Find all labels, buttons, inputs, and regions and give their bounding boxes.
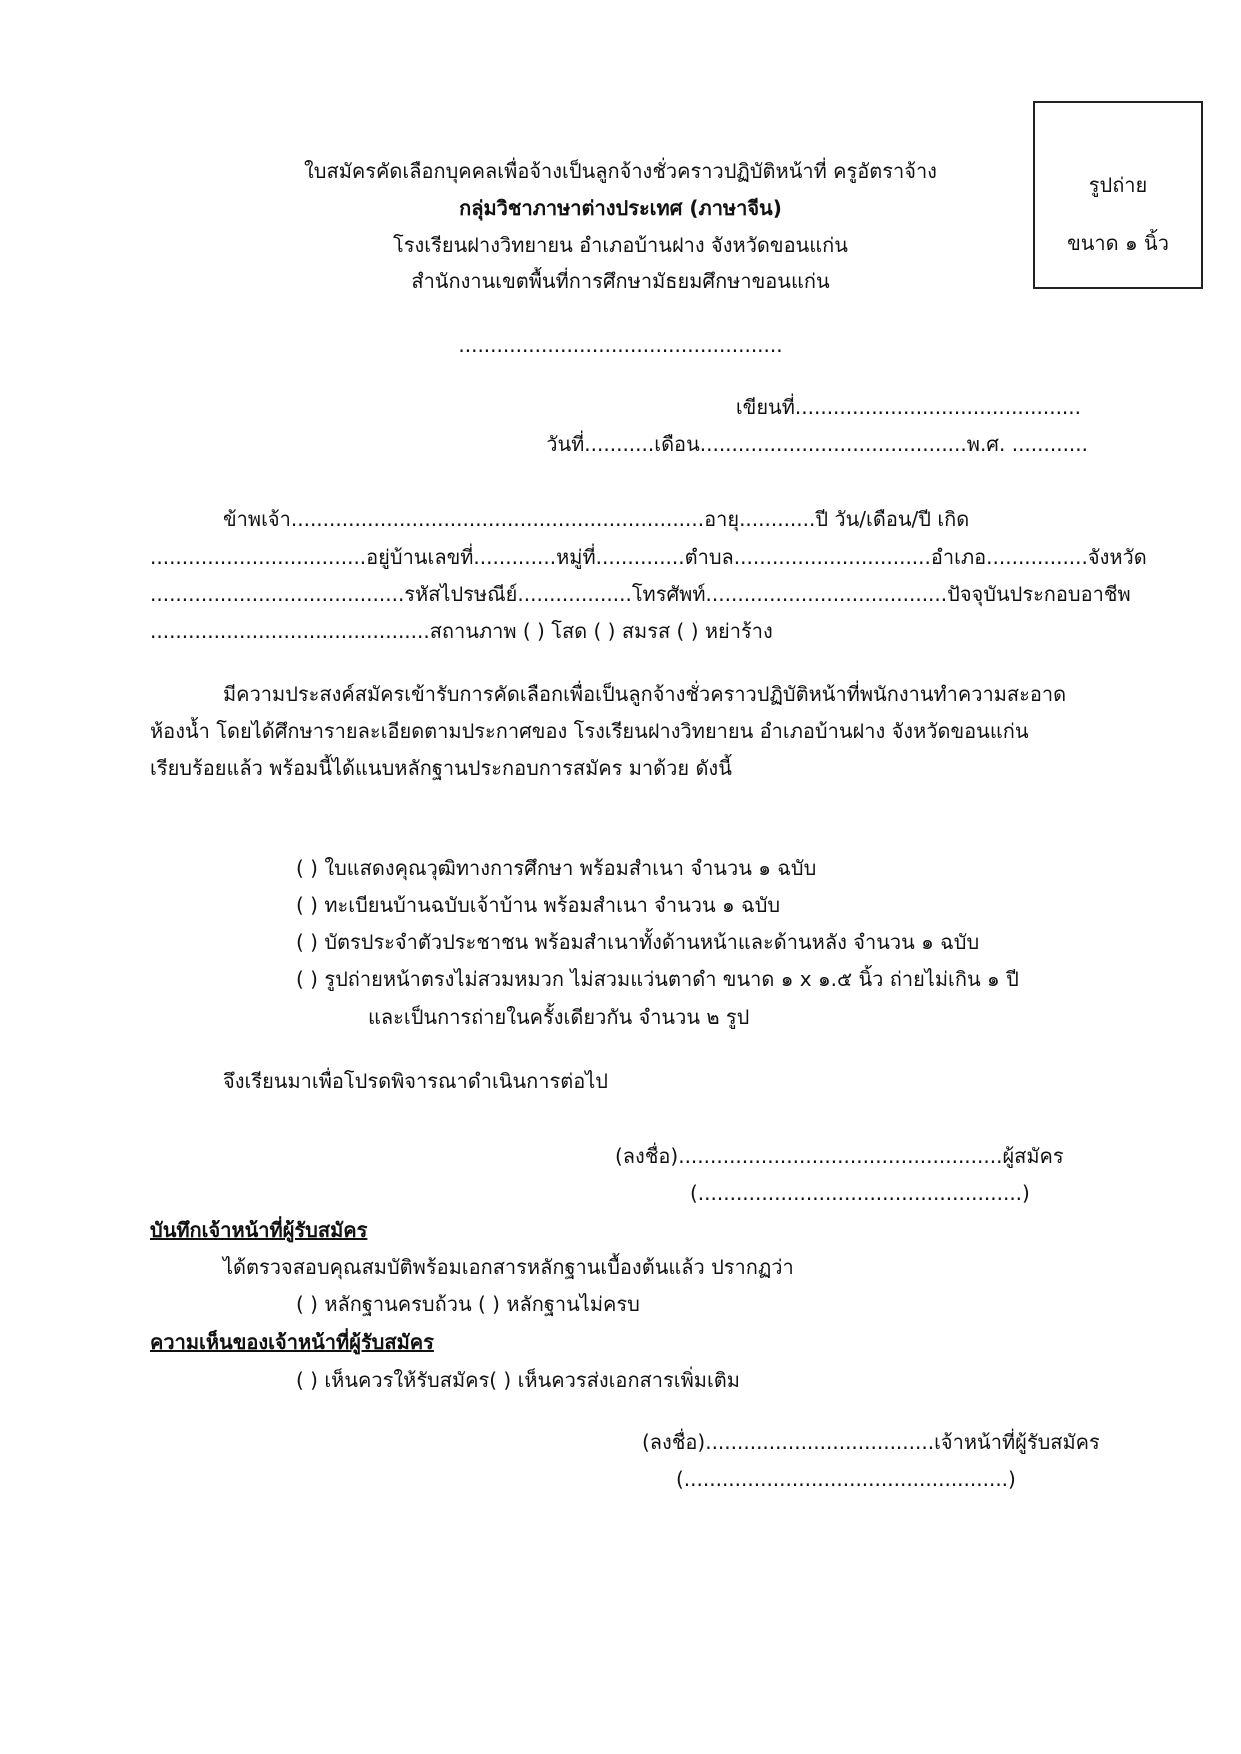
written-at-field: เขียนที่............................................. xyxy=(735,395,1081,419)
officer-record-text: ได้ตรวจสอบคุณสมบัติพร้อมเอกสารหลักฐานเบื้องต้นแล้ว ปรากฏว่า xyxy=(223,1255,794,1279)
intent-line-2: ห้องน้ำ โดยได้ศึกษารายละเอียดตามประกาศของ โรงเรียนฝางวิทยายน อำเภอบ้านฝาง จังหวัดขอนแก่น xyxy=(150,719,1029,743)
school-line: โรงเรียนฝางวิทยายน อำเภอบ้านฝาง จังหวัดขอนแก่น xyxy=(393,233,848,257)
office-line: สำนักงานเขตพื้นที่การศึกษามัธยมศึกษาขอนแก่น xyxy=(411,269,830,293)
intent-line-1: มีความประสงค์สมัครเข้ารับการคัดเลือกเพื่อเป็นลูกจ้างชั่วคราวปฏิบัติหน้าที่พนักงานทำความสะอาด xyxy=(223,682,1067,706)
document-item: ( ) บัตรประจำตัวประชาชน พร้อมสำเนาทั้งด้านหน้าและด้านหลัง จำนวน ๑ ฉบับ xyxy=(296,930,980,954)
intent-line-3: เรียบร้อยแล้ว พร้อมนี้ได้แนบหลักฐานประกอบการสมัคร มาด้วย ดังนี้ xyxy=(150,756,732,780)
applicant-line-4: ............................................สถานภาพ ( ) โสด ( ) สมรส ( ) หย่าร้าง xyxy=(150,619,773,643)
applicant-name-field: (...................................................) xyxy=(690,1181,1030,1205)
officer-opinion-heading: ความเห็นของเจ้าหน้าที่ผู้รับสมัคร xyxy=(150,1330,434,1354)
photo-label: รูปถ่าย xyxy=(1088,173,1148,197)
document-item: ( ) ทะเบียนบ้านฉบับเจ้าบ้าน พร้อมสำเนา จำนวน ๑ ฉบับ xyxy=(296,893,781,917)
opinion-options: ( ) เห็นควรให้รับสมัคร( ) เห็นควรส่งเอกสารเพิ่มเติม xyxy=(296,1368,740,1392)
date-field: วันที่...........เดือน..........................................พ.ศ. ............ xyxy=(546,432,1088,456)
applicant-line-2: ..................................อยู่บ้านเลขที่.............หมู่ที่..............ตำบล...............................อำเภอ................จังหวัด xyxy=(150,545,1147,569)
evidence-options: ( ) หลักฐานครบถ้วน ( ) หลักฐานไม่ครบ xyxy=(296,1292,640,1316)
form-title: ใบสมัครคัดเลือกบุคคลเพื่อจ้างเป็นลูกจ้างชั่วคราวปฏิบัติหน้าที่ ครูอัตราจ้าง xyxy=(304,159,937,183)
subject-group: กลุ่มวิชาภาษาต่างประเทศ (ภาษาจีน) xyxy=(459,196,782,220)
applicant-signature: (ลงชื่อ)...................................................ผู้สมัคร xyxy=(615,1144,1064,1168)
document-item-continued: และเป็นการถ่ายในครั้งเดียวกัน จำนวน ๒ รูป xyxy=(368,1005,750,1029)
officer-record-heading: บันทึกเจ้าหน้าที่ผู้รับสมัคร xyxy=(150,1218,368,1242)
officer-name-field: (...................................................) xyxy=(676,1467,1016,1491)
officer-signature: (ลงชื่อ)....................................เจ้าหน้าที่ผู้รับสมัคร xyxy=(642,1430,1100,1454)
document-item: ( ) ใบแสดงคุณวุฒิทางการศึกษา พร้อมสำเนา จำนวน ๑ ฉบับ xyxy=(296,856,817,880)
photo-box xyxy=(1033,101,1203,289)
applicant-line-1: ข้าพเจ้า.................................................................อายุ............ปี วัน/เดือน/ปี เกิด xyxy=(223,507,970,531)
header-divider: ................................................... xyxy=(458,333,783,357)
applicant-line-3: ........................................รหัสไปรษณีย์..................โทรศัพท์......................................ปัจจุบันประกอบอาชีพ xyxy=(150,582,1131,606)
photo-size-label: ขนาด ๑ นิ้ว xyxy=(1067,231,1169,255)
closing-text: จึงเรียนมาเพื่อโปรดพิจารณาดำเนินการต่อไป xyxy=(223,1069,608,1093)
document-item: ( ) รูปถ่ายหน้าตรงไม่สวมหมวก ไม่สวมแว่นตาดำ ขนาด ๑ x ๑.๕ นิ้ว ถ่ายไม่เกิน ๑ ปี xyxy=(296,967,1019,991)
